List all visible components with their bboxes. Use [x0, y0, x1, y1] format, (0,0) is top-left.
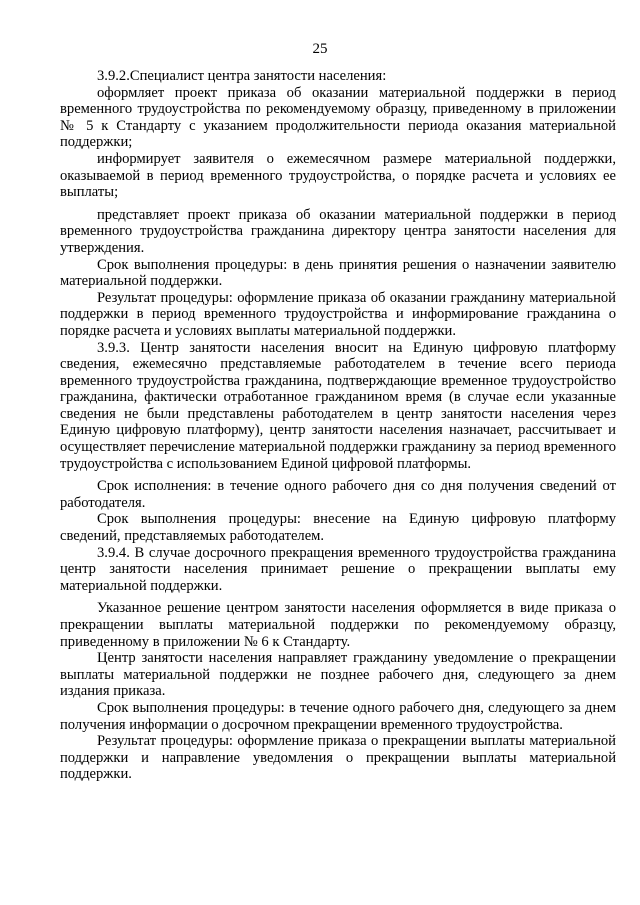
paragraph-notification: Центр занятости населения направляет гражданину уведомление о прекращении выплаты материальной поддержки не позднее рабочего дня, следующего за днем издания приказа. — [60, 650, 616, 700]
paragraph-deadline-3: Срок выполнения процедуры: в течение одного рабочего дня, следующего за днем получения информации о досрочном прекращении временного трудоустройства. — [60, 699, 616, 733]
paragraph-draft-order: оформляет проект приказа об оказании материальной поддержки в период временного трудоустройства по рекомендуемому образцу, приведенному в приложении № 5 к Стандарту с указанием продолжительности периода оказания материальной поддержки; — [60, 84, 616, 151]
paragraph-result-1: Результат процедуры: оформление приказа об оказании гражданину материальной поддержки в период временного трудоустройства и информирование гражданина о порядке расчета и условиях выплаты материальной поддержки. — [60, 289, 616, 339]
paragraph-deadline-2: Срок выполнения процедуры: внесение на Единую цифровую платформу сведений, представляемых работодателем. — [60, 511, 616, 545]
paragraph-deadline-1: Срок выполнения процедуры: в день принятия решения о назначении заявителю материальной поддержки. — [60, 256, 616, 290]
paragraph-result-2: Результат процедуры: оформление приказа о прекращении выплаты материальной поддержки и направление уведомления о прекращении выплаты материальной поддержки. — [60, 733, 616, 783]
page-number: 25 — [312, 41, 328, 57]
paragraph-3-9-4: 3.9.4. В случае досрочного прекращения временного трудоустройства гражданина центр занятости населения принимает решение о прекращении выплаты ему материальной поддержки. — [60, 544, 616, 594]
paragraph-submit-draft: представляет проект приказа об оказании материальной поддержки в период временного трудоустройства гражданина директору центра занятости населения для утверждения. — [60, 206, 616, 256]
paragraph-inform-applicant: информирует заявителя о ежемесячном размере материальной поддержки, оказываемой в период временного трудоустройства, о порядке расчета и условиях ее выплаты; — [60, 150, 616, 201]
paragraph-execution-deadline: Срок исполнения: в течение одного рабочего дня со дня получения сведений от работодателя. — [60, 478, 616, 511]
paragraph-3-9-2-heading: 3.9.2.Специалист центра занятости населения: — [97, 68, 387, 84]
document-body — [60, 68, 616, 783]
paragraph-3-9-3: 3.9.3. Центр занятости населения вносит на Единую цифровую платформу сведения, ежемесячно представляемые работодателем в течение всего периода временного трудоустройства гражданина, подтверждающие временное трудоустройство гражданина, фактически отработанное гражданином время (в случае если указанные сведения не были представлены работодателем в центр занятости населения через Единую цифровую платформу), центр занятости населения назначает, рассчитывает и осуществляет перечисление материальной поддержки гражданину за период временного трудоустройства с использованием Единой цифровой платформы. — [60, 339, 616, 472]
paragraph-decision-order: Указанное решение центром занятости населения оформляется в виде приказа о прекращении выплаты материальной поддержки по рекомендуемому образцу, приведенному в приложении № 6 к Стандарту. — [60, 600, 616, 650]
